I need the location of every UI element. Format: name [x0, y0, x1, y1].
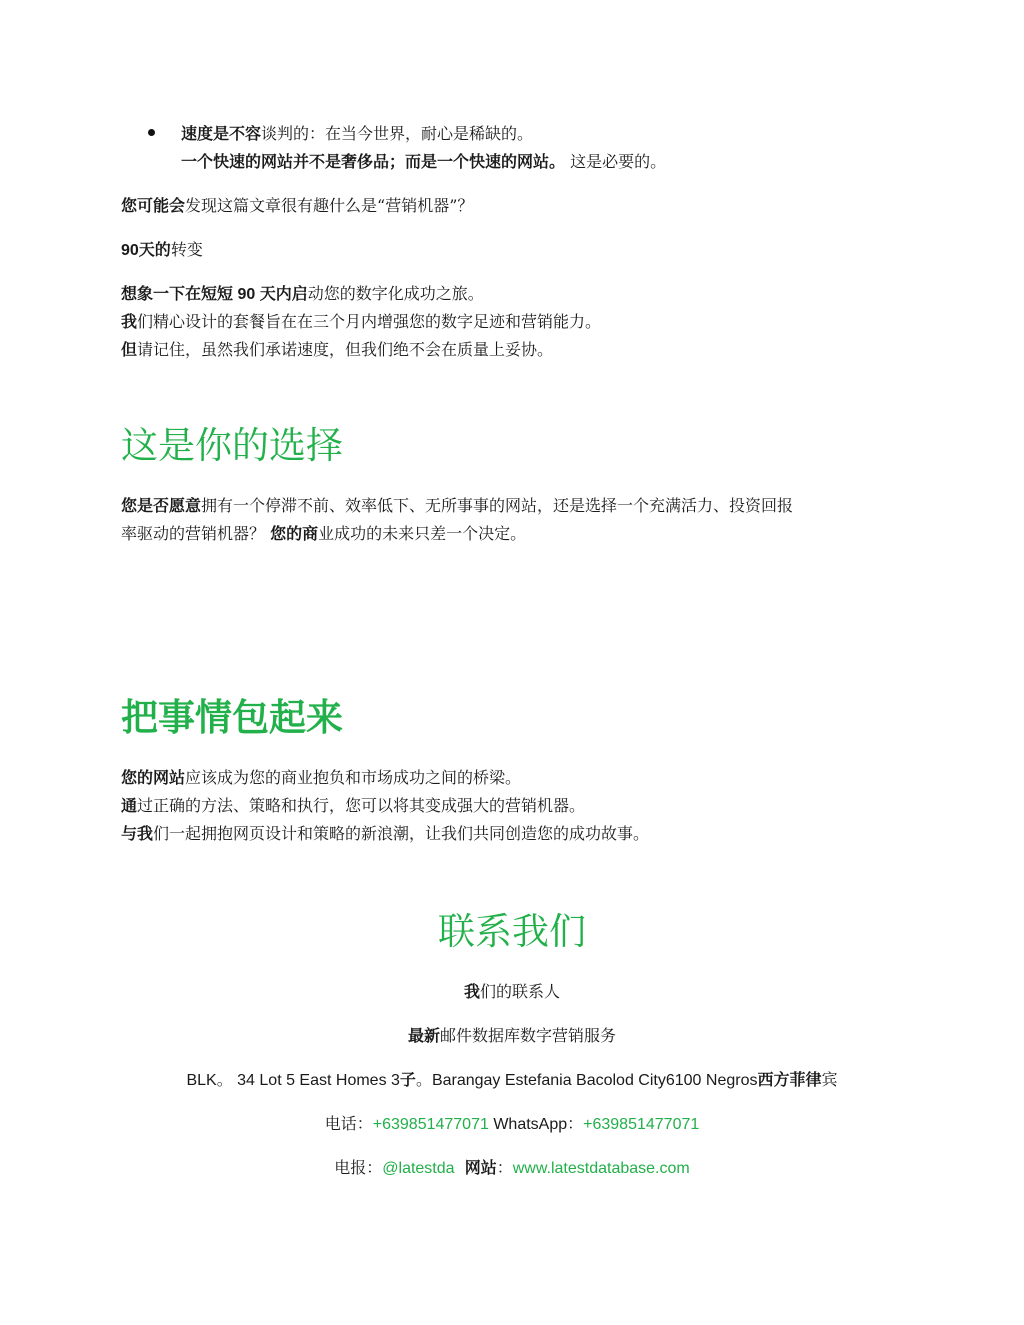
bullet-line-1 [181, 120, 881, 148]
choice-line-2-end: 业成功的未来只差一个决定。 [318, 524, 527, 543]
address-part-a: BLK。 34 Lot 5 East Homes 3 [186, 1072, 400, 1089]
phone-link[interactable]: +639851477071 [372, 1116, 489, 1133]
whatsapp-label: WhatsApp： [488, 1116, 584, 1133]
choice-paragraph [121, 492, 911, 548]
imagine-paragraph [121, 280, 911, 364]
wrap-line-1-rest: 应该成为您的商业抱负和市场成功之间的桥梁。 [185, 768, 522, 787]
choice-heading: 这是你的选择 [121, 424, 343, 467]
bullet-line-2-rest: 这是必要的。 [565, 152, 667, 171]
wrap-line-1-bold: 您的网站 [121, 770, 186, 787]
address-part-b: 子 [399, 1072, 416, 1089]
imagine-line-3-rest: 请记住，虽然我们承诺速度，但我们绝不会在质量上妥协。 [137, 340, 554, 359]
wrap-line-3-rest: 们一起拥抱网页设计和策略的新浪潮，让我们共同创造您的成功故事。 [153, 824, 650, 843]
transform-paragraph [121, 236, 911, 264]
contact-person-rest: 们的联系人 [480, 982, 561, 1001]
contact-company-rest: 邮件数据库数字营销服务 [440, 1026, 617, 1045]
contact-person-bold: 我 [463, 984, 480, 1001]
imagine-line-3-bold: 但 [121, 342, 138, 359]
telegram-link[interactable]: @latestda [382, 1160, 455, 1177]
choice-line-1-rest: 拥有一个停滞不前、效率低下、无所事事的网站，还是选择一个充满活力、投资回报 [201, 496, 794, 515]
contact-company [0, 1024, 1024, 1049]
website-label: 网站 [464, 1160, 497, 1177]
choice-line-1-bold: 您是否愿意 [121, 498, 202, 515]
imagine-line-1-rest: 动您的数字化成功之旅。 [307, 284, 484, 303]
bullet-line-1-rest: 谈判的：在当今世界，耐心是稀缺的。 [261, 124, 534, 143]
bullet-line-2-bold: 一个快速的网站并不是奢侈品；而是一个快速的网站。 [181, 154, 566, 171]
interest-bold: 您可能会 [121, 198, 186, 215]
bullet-line-2 [181, 148, 881, 176]
wrap-line-3-bold: 与我 [121, 826, 154, 843]
phone-label: 电话： [324, 1114, 373, 1133]
imagine-line-2-rest: 们精心设计的套餐旨在在三个月内增强您的数字足迹和营销能力。 [137, 312, 602, 331]
transform-rest: 转变 [170, 240, 203, 259]
imagine-line-1-bold: 想象一下在短短 90 天内启 [121, 286, 308, 303]
contact-phone-line [0, 1112, 1024, 1137]
address-part-d: 西方菲律 [757, 1072, 822, 1089]
contact-company-bold: 最新 [407, 1028, 440, 1045]
wrap-paragraph [121, 764, 911, 848]
choice-line-2-start: 率驱动的营销机器？ [121, 524, 271, 543]
choice-line-2-bold: 您的商 [270, 526, 319, 543]
interest-link-text[interactable]: 发现这篇文章很有趣什么是“营销机器”？ [185, 196, 474, 215]
website-link[interactable]: www.latestdatabase.com [512, 1160, 690, 1177]
transform-bold: 90天的 [121, 242, 171, 259]
website-colon: ： [496, 1160, 513, 1177]
contact-person [0, 980, 1024, 1005]
interest-paragraph [121, 192, 911, 220]
wrap-heading: 把事情包起来 [121, 696, 343, 739]
telegram-label: 电报： [334, 1158, 383, 1177]
contact-address [0, 1068, 1024, 1093]
contact-web-line [0, 1156, 1024, 1181]
bullet-icon [148, 129, 155, 136]
contact-heading: 联系我们 [438, 910, 586, 953]
address-part-e: 宾 [821, 1070, 838, 1089]
imagine-line-2-bold: 我 [121, 314, 138, 331]
wrap-line-2-bold: 通 [121, 798, 138, 815]
wrap-line-2-rest: 过正确的方法、策略和执行，您可以将其变成强大的营销机器。 [137, 796, 586, 815]
whatsapp-link[interactable]: +639851477071 [583, 1116, 700, 1133]
bullet-text [181, 120, 881, 176]
address-part-c: 。Barangay Estefania Bacolod City6100 Negros [415, 1072, 758, 1089]
bullet-line-1-bold: 速度是不容 [181, 126, 262, 143]
